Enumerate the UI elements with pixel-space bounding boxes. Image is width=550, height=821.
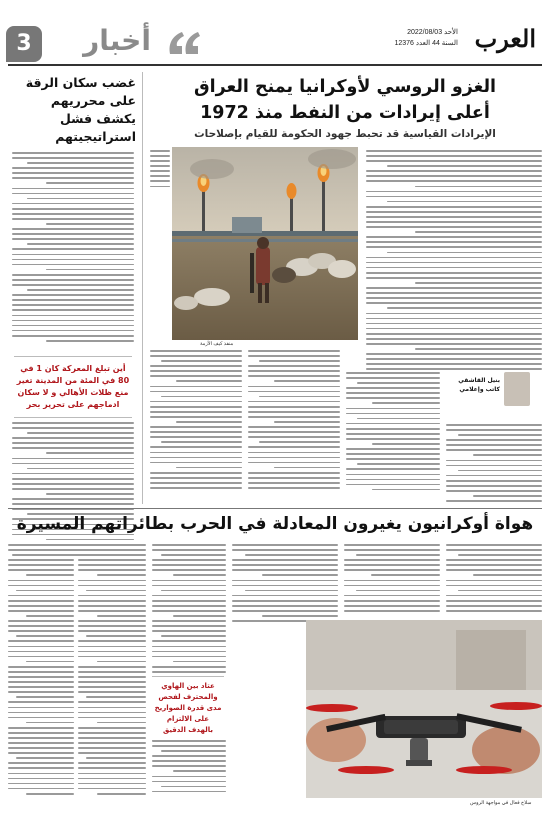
issue-info [390,27,458,49]
side-story-body [8,152,138,352]
main-story-column-2 [248,350,340,504]
main-story-column-3 [346,372,440,504]
main-headline-line-1: الغزو الروسي لأوكرانيا يمنح العراق [193,77,497,97]
main-story-lead-column [366,150,542,370]
oil-field-photo [172,147,358,340]
quote-mark-icon [166,30,202,56]
author-photo [504,372,530,406]
second-story-column-2 [344,544,440,616]
main-photo-caption: منفذ كيف الأزمة [200,341,234,347]
page-number: 3 [6,26,42,62]
second-story-column-4b [152,740,226,798]
author-name: بنيل القاشقي [458,377,500,384]
drone-photo [306,620,542,798]
second-story-column-6 [8,544,74,798]
side-story-body-continued [8,422,138,562]
issue-number: السنة 44 العدد 12376 [394,40,458,47]
side-story [8,70,138,506]
author-title: كاتب وإعلامي [459,386,500,393]
section-divider [8,508,542,509]
main-story-narrow-column [150,150,170,340]
side-story-headline: غضب سكان الرقة على محرريهم يكشف فشل استراتيجيتهم [25,75,136,144]
side-story-pullquote: أين تبلغ المعركة كان 1 في 80 في المئة من المدينة تغير منع ظلات الأهالي و لا سكان ادماجهم على تحرير بحر [14,356,132,418]
column-divider [142,72,143,504]
newspaper-logo [466,24,536,54]
main-story-subheadline: الإيرادات القياسية قد تحبط جهود الحكومة للقيام بإصلاحات [194,128,496,140]
main-story-column-1 [150,350,242,504]
header-rule [8,64,542,66]
section-title: أخبار [83,24,151,57]
second-story-column-5 [78,544,146,798]
second-story-column-1 [446,544,542,616]
brand-name: العرب [474,24,536,53]
second-story-pullquote: عتاد بين الهاوي والمحترف لفحص مدى قدرة الصواريخ على الالتزام بالهدف الدقيق [152,676,224,741]
main-headline-line-2: أعلى إيرادات من النفط منذ 1972 [200,103,490,123]
second-story-column-4 [152,544,226,674]
drone-photo-caption: سلاح فعال في مواجهة الروس [470,800,532,806]
main-story-column-4 [446,424,542,504]
author-box [450,372,530,422]
main-story-headline [150,74,540,126]
issue-date: الأحد 2022/08/03 [407,29,458,36]
masthead [0,0,550,68]
second-story-headline: هواة أوكرانيون يغيرون المعادلة في الحرب بطائراتهم المسيرة [16,514,534,534]
section-tab [6,14,216,64]
